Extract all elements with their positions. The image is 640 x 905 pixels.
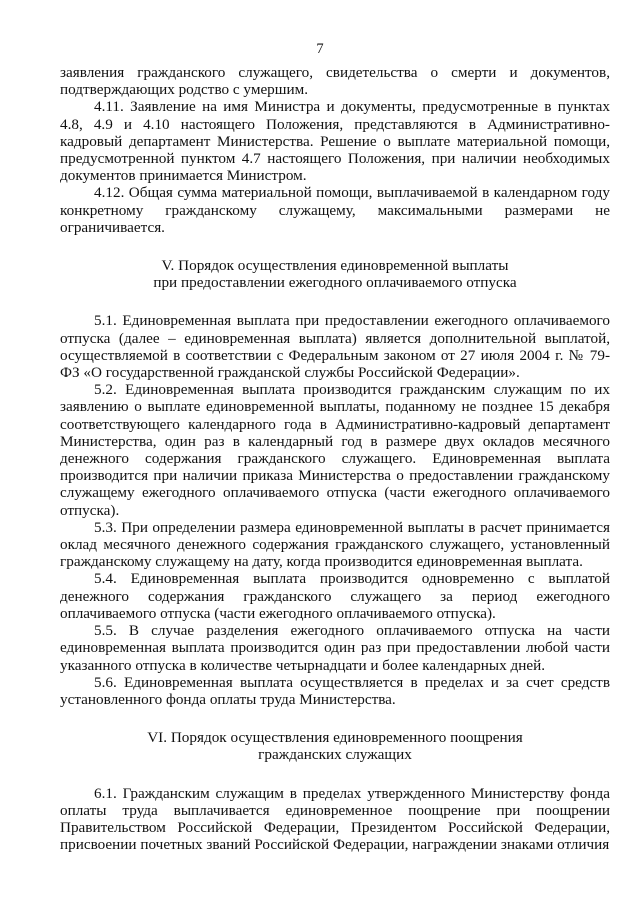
paragraph-5-6: 5.6. Единовременная выплата осуществляется в пределах и за счет средств установленного фонда оплаты труда Министерства. bbox=[60, 673, 610, 708]
section-v-title-line1: V. Порядок осуществления единовременной выплаты bbox=[161, 257, 509, 275]
paragraph-5-3: 5.3. При определении размера единовременной выплаты в расчет принимается оклад месячного денежного содержания гражданского служащего, установленный гражданскому служащему на дату, когда производится единовременная выплата. bbox=[60, 518, 610, 571]
section-v-title-line2: при предоставлении ежегодного оплачиваемого отпуска bbox=[153, 274, 517, 292]
document-body bbox=[60, 64, 610, 853]
section-v-title bbox=[60, 257, 610, 291]
intro-paragraph: заявления гражданского служащего, свидетельства о смерти и документов, подтверждающих родство с умершим. bbox=[60, 64, 610, 99]
paragraph-5-5: 5.5. В случае разделения ежегодного оплачиваемого отпуска на части единовременная выплата производится один раз при предоставлении любой части указанного отпуска в количестве четырнадцати и более календарных дней. bbox=[60, 622, 610, 674]
paragraph-6-1: 6.1. Гражданским служащим в пределах утвержденного Министерству фонда оплаты труда выплачивается единовременное поощрение при поощрении Правительством Российской Федерации, Президентом Российской Федерации, присвоении почетных званий Российской Федерации, награждении знаками отличия bbox=[60, 784, 610, 854]
paragraph-4-12: 4.12. Общая сумма материальной помощи, выплачиваемой в календарном году конкретному гражданскому служащему, максимальными размерами не ограничивается. bbox=[60, 184, 610, 236]
paragraph-4-11: 4.11. Заявление на имя Министра и документы, предусмотренные в пунктах 4.8, 4.9 и 4.10 настоящего Положения, представляются в Административно-кадровый департамент Министерства. Решение о выплате материальной помощи, предусмотренной пунктом 4.7 настоящего Положения, при наличии необходимых документов принимается Министром. bbox=[60, 98, 610, 185]
page-number: 7 bbox=[316, 41, 324, 57]
section-vi-title-line1: VI. Порядок осуществления единовременного поощрения bbox=[147, 729, 523, 747]
section-vi-title-line2: гражданских служащих bbox=[258, 746, 412, 764]
section-vi-title bbox=[60, 729, 610, 763]
paragraph-5-4: 5.4. Единовременная выплата производится одновременно с выплатой денежного содержания гражданского служащего за период ежегодного оплачиваемого отпуска (части ежегодного оплачиваемого отпуска). bbox=[60, 570, 610, 622]
paragraph-5-1: 5.1. Единовременная выплата при предоставлении ежегодного оплачиваемого отпуска (далее – единовременная выплата) является дополнительной выплатой, осуществляемой в соответствии с Федеральным законом от 27 июля 2004 г. № 79-ФЗ «О государственной гражданской службы Российской Федерации». bbox=[60, 312, 610, 382]
paragraph-5-2: 5.2. Единовременная выплата производится гражданским служащим по их заявлению о выплате единовременной выплаты, поданному не позднее 15 декабря соответствующего календарного года в Административно-кадровый департамент Министерства, один раз в календарный год в размере двух окладов месячного денежного содержания гражданского служащего. Единовременная выплата производится при наличии приказа Министерства о предоставлении гражданскому служащему ежегодного оплачиваемого отпуска (части ежегодного оплачиваемого отпуска). bbox=[60, 381, 610, 519]
